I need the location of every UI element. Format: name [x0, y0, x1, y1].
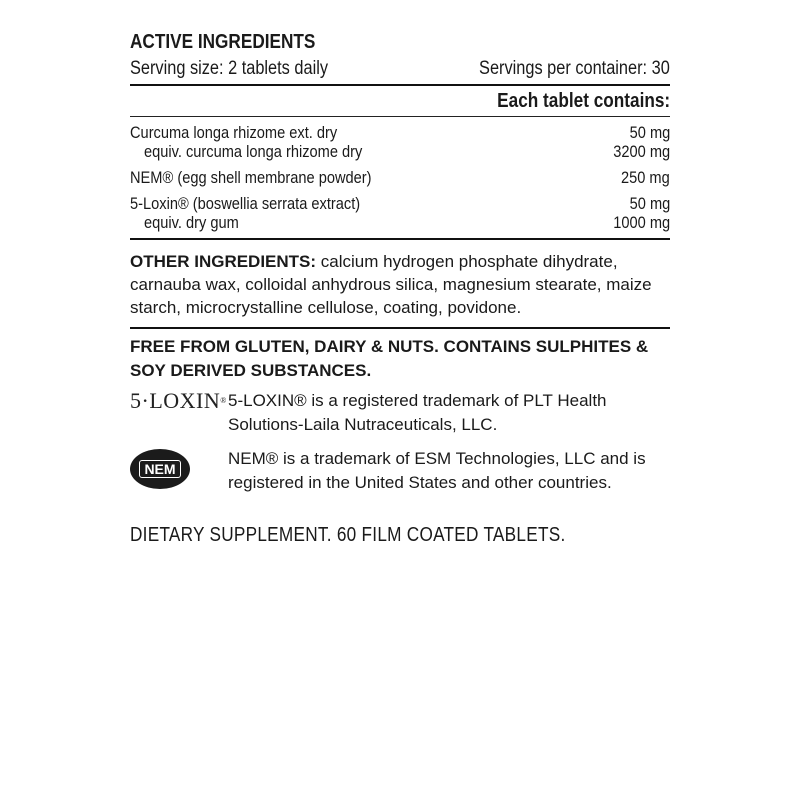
ingredient-name: equiv. dry gum	[144, 213, 239, 232]
ingredient-row	[130, 213, 670, 232]
ingredient-row	[130, 142, 670, 161]
dietary-supplement-statement: DIETARY SUPPLEMENT. 60 FILM COATED TABLETS.	[130, 524, 566, 546]
ingredient-amount: 3200 mg	[613, 142, 670, 161]
servings-per-container: Servings per container: 30	[479, 58, 670, 79]
ingredient-amount: 50 mg	[629, 123, 670, 142]
ingredient-amount: 1000 mg	[613, 213, 670, 232]
other-ingredients-label: OTHER INGREDIENTS:	[130, 252, 317, 271]
ingredient-row	[130, 123, 670, 142]
ingredient-name: NEM® (egg shell membrane powder)	[130, 168, 372, 187]
each-tablet-heading: Each tablet contains:	[497, 90, 670, 112]
active-ingredients-title: ACTIVE INGREDIENTS	[130, 31, 316, 53]
trademark-text: 5-LOXIN® is a registered trademark of PLT Health Solutions-Laila Nutraceuticals, LLC.	[228, 391, 607, 434]
supplement-facts-panel	[130, 30, 670, 548]
nem-logo-icon: NEM	[130, 449, 190, 489]
ingredient-name: Curcuma longa rhizome ext. dry	[130, 123, 338, 142]
ingredient-list	[130, 117, 670, 238]
other-ingredients-text: calcium hydrogen phosphate dihydrate, carnauba wax, colloidal anhydrous silica, magnesium stearate, maize starch, microcrystalline cellulose, coating, povidone.	[130, 252, 652, 317]
serving-size: Serving size: 2 tablets daily	[130, 58, 329, 79]
ingredient-row	[130, 168, 670, 187]
trademark-text: NEM® is a trademark of ESM Technologies, LLC and is registered in the United States and other countries.	[228, 449, 646, 492]
other-ingredients	[130, 240, 670, 327]
trademark-5-loxin	[130, 389, 670, 437]
ingredient-name: equiv. curcuma longa rhizome dry	[144, 142, 363, 161]
ingredient-row	[130, 194, 670, 213]
allergen-statement: FREE FROM GLUTEN, DAIRY & NUTS. CONTAINS SULPHITES & SOY DERIVED SUBSTANCES.	[130, 337, 649, 380]
ingredient-amount: 50 mg	[629, 194, 670, 213]
ingredient-amount: 250 mg	[621, 168, 670, 187]
trademark-nem	[130, 447, 670, 495]
5-loxin-logo-icon: 5·LOXIN®	[130, 388, 227, 413]
ingredient-name: 5-Loxin® (boswellia serrata extract)	[130, 194, 361, 213]
serving-info-row	[130, 54, 670, 84]
